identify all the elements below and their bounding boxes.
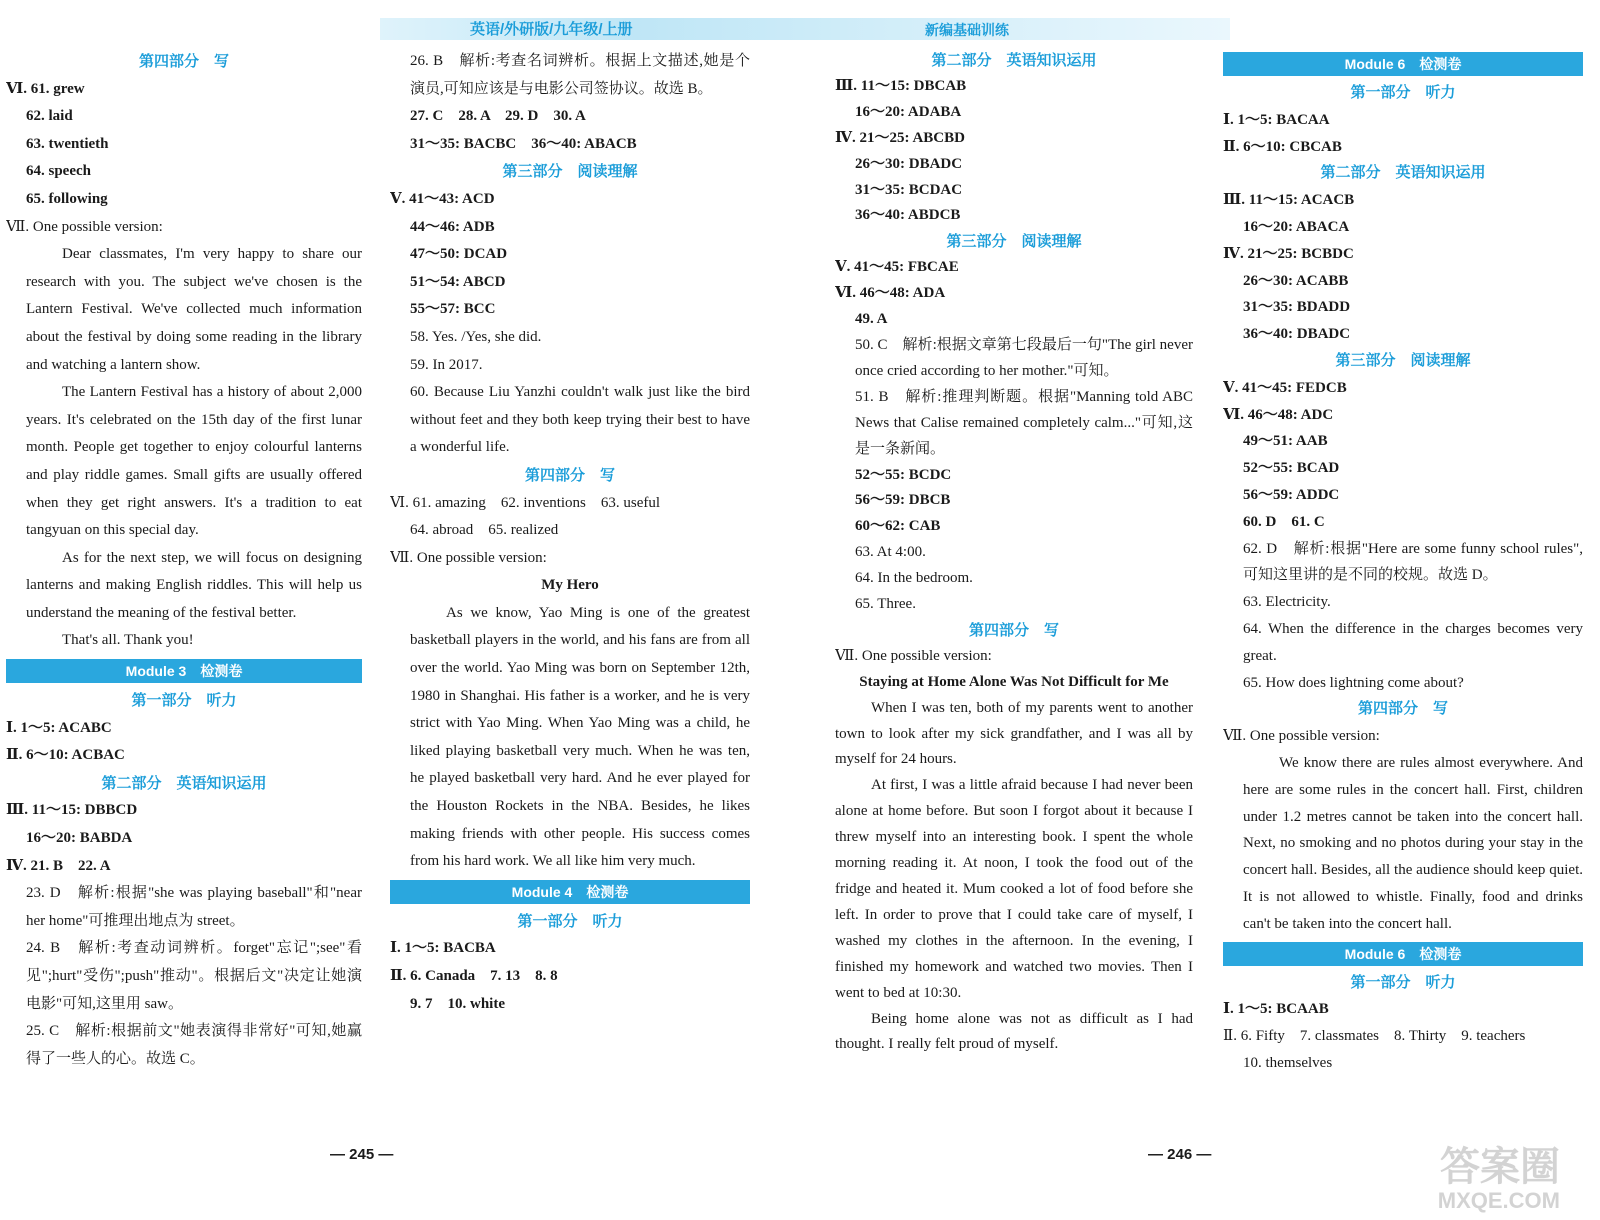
- section-heading-listen: 第一部分 听力: [1350, 973, 1456, 991]
- answer-line: 56～59: DBCB: [855, 492, 951, 509]
- section-heading-listen: 第一部分 听力: [1350, 84, 1456, 101]
- explanation: 50. C 解析:根据文章第七段最后一句"The girl never once cried according to her mother."可知。: [855, 336, 1193, 379]
- answer-line: 56～59: ADDC: [1243, 486, 1340, 503]
- answer-line: Ⅲ. 11～15: DBBCD: [6, 802, 138, 819]
- essay-paragraph: Dear classmates, I'm very happy to share our research with you. The subject we've chosen is the Lantern Festival. We've collected much information about the festival by doing some reading in the library and watching a lantern show.: [26, 246, 362, 373]
- module-band: Module 4 检测卷: [390, 880, 750, 904]
- section-heading-write: 第四部分 写: [968, 621, 1059, 639]
- section-heading-listen: 第一部分 听力: [131, 692, 237, 710]
- section-heading-write: 第四部分 写: [138, 53, 229, 70]
- answer-line: 16～20: BABDA: [26, 830, 133, 847]
- explanation: 26. B 解析:考查名词辨析。根据上文描述,她是个演员,可知应该是与电影公司签协议。故选 B。: [410, 53, 750, 97]
- section-heading-write: 第四部分 写: [1357, 700, 1448, 718]
- answer-line: 65. How does lightning come about?: [1243, 674, 1464, 691]
- answer-line: 27. C 28. A 29. D 30. A: [410, 108, 586, 125]
- answer-line: Ⅳ. 21～25: BCBDC: [1223, 245, 1354, 262]
- header-title: 英语/外研版/九年级/上册: [470, 21, 633, 38]
- answer-line: 47～50: DCAD: [410, 246, 508, 263]
- version-label: Ⅶ. One possible version:: [835, 647, 992, 664]
- answer-line: 63. Electricity.: [1243, 594, 1331, 611]
- answer-line: Ⅲ. 11～15: ACACB: [1223, 192, 1355, 209]
- explanation: 62. D 解析:根据"Here are some funny school rules",可知这里讲的是不同的校规。故选 D。: [1243, 540, 1583, 584]
- answer-line: 31～35: BDADD: [1243, 299, 1351, 316]
- answer-line: Ⅱ. 6. Canada 7. 13 8. 8: [390, 968, 558, 984]
- section-heading-language: 第二部分 英语知识运用: [1320, 164, 1486, 182]
- version-label: Ⅶ. One possible version:: [6, 218, 163, 235]
- explanation: 23. D 解析:根据"she was playing baseball"和"near her home"可推理出地点为 street。: [26, 885, 362, 929]
- essay-title: Staying at Home Alone Was Not Difficult for Me: [859, 673, 1169, 690]
- answer-line: Ⅱ. 6. Fifty 7. classmates 8. Thirty 9. teachers: [1223, 1028, 1526, 1045]
- essay-paragraph: When I was ten, both of my parents went to another town to look after my sick grandfather, and I was all by myself for 24 hours.: [835, 699, 1193, 768]
- section-heading-write: 第四部分 写: [524, 466, 615, 484]
- answer-line: 9. 7 10. white: [410, 995, 505, 1012]
- version-label: Ⅶ. One possible version:: [1223, 728, 1380, 745]
- section-heading-read: 第三部分 阅读理解: [946, 233, 1082, 251]
- answer-line: Ⅵ. 61. amazing 62. inventions 63. useful: [390, 494, 661, 511]
- version-label: Ⅶ. One possible version:: [390, 549, 547, 566]
- page-number-right: — 246 —: [1148, 1146, 1212, 1163]
- essay-paragraph: At first, I was a little afraid because I had never been alone at home before. But soon I forgot about it because I threw myself into an interesting book. I spent the whole morning reading it. At noon, I took the food out of the fridge and heated it. Mum cooked a lot of food before she left. In order to prove that I could take care of myself, I washed my clothes in the afternoon. In the evening, I finished my homework and watched two movies. Then I went to bed at 10:30.: [835, 777, 1193, 1001]
- column-4: [1223, 48, 1583, 1077]
- watermark-url: MXQE.COM: [1437, 1188, 1560, 1213]
- essay-paragraph: The Lantern Festival has a history of about 2,000 years. It's celebrated on the 15th day of the first lunar month. People get together to enjoy colourful lanterns and play riddle games. Small gifts are usually offered when they get right answers. It's a tradition to eat tangyuan on this special day.: [26, 384, 362, 539]
- answer-line: 62. laid: [26, 108, 73, 125]
- answer-line: 63. At 4:00.: [855, 544, 926, 561]
- essay-paragraph: Being home alone was not as difficult as I had thought. I really felt proud of myself.: [835, 1010, 1193, 1053]
- module-band: Module 6 检测卷: [1223, 942, 1583, 966]
- header-brand: 新编基础训练: [925, 22, 1009, 38]
- section-heading-read: 第三部分 阅读理解: [1335, 351, 1471, 369]
- essay-paragraph: As for the next step, we will focus on designing lanterns and making English riddles. This will help us understand the meaning of the festival better.: [26, 549, 362, 621]
- answer-line: 36～40: ABDCB: [855, 207, 961, 224]
- answer-line: Ⅳ. 21～25: ABCBD: [835, 129, 965, 146]
- answer-line: Ⅰ. 1～5: ACABC: [6, 719, 112, 736]
- section-heading-read: 第三部分 阅读理解: [502, 163, 638, 181]
- answer-line: 65. following: [26, 190, 108, 207]
- answer-line: 63. twentieth: [26, 135, 109, 152]
- answer-line: 51～54: ABCD: [410, 273, 506, 290]
- answer-paragraph: 60. Because Liu Yanzhi couldn't walk just like the bird without feet and they both keep trying their best to have a wonderful life.: [410, 384, 750, 456]
- answer-line: 58. Yes. /Yes, she did.: [410, 328, 542, 345]
- module-band: Module 3 检测卷: [6, 659, 362, 683]
- column-1: [6, 48, 362, 1073]
- answer-line: 52～55: BCDC: [855, 466, 952, 483]
- answer-line: 55～57: BCC: [410, 301, 496, 318]
- answer-line: 26～30: ACABB: [1243, 272, 1349, 289]
- answer-line: 64. In the bedroom.: [855, 570, 973, 587]
- answer-line: 31～35: BCDAC: [855, 181, 963, 198]
- page-number-left: — 245 —: [330, 1146, 394, 1163]
- answer-line: Ⅱ. 6～10: CBCAB: [1223, 138, 1342, 155]
- essay-title: My Hero: [541, 577, 599, 594]
- answer-line: Ⅴ. 41～45: FEDCB: [1223, 379, 1347, 396]
- explanation: 24. B 解析:考查动词辨析。forget"忘记";see"看见";hurt"受伤";push"推动"。根据后文"决定让她演电影"可知,这里用 saw。: [26, 940, 362, 1012]
- answer-line: 10. themselves: [1243, 1054, 1333, 1071]
- answer-line: Ⅲ. 11～15: DBCAB: [835, 77, 967, 94]
- essay-paragraph: We know there are rules almost everywhere. And here are some rules in the concert hall. First, children under 1.2 metres cannot be taken into the concert hall. Next, no smoking and no photos during your stay in the concert hall. Besides, all the audience should keep quiet. It is not allowed to whistle. Finally, food and drinks can't be taken into the concert hall.: [1243, 754, 1583, 932]
- answer-line: 36～40: DBADC: [1243, 326, 1351, 343]
- column-2: [390, 48, 750, 1018]
- answer-line: Ⅴ. 41～43: ACD: [390, 190, 495, 207]
- answer-line: 60. D 61. C: [1243, 513, 1325, 530]
- answer-line: Ⅵ. 61. grew: [6, 80, 85, 97]
- answer-line: 64. speech: [26, 163, 91, 180]
- answer-line: 16～20: ADABA: [855, 103, 962, 120]
- answer-line: 31～35: BACBC 36～40: ABACB: [410, 135, 637, 152]
- answer-line: 44～46: ADB: [410, 218, 495, 235]
- section-heading-listen: 第一部分 听力: [517, 912, 623, 930]
- answer-line: 16～20: ABACA: [1243, 218, 1350, 235]
- answer-line: Ⅰ. 1～5: BACBA: [390, 940, 496, 957]
- answer-line: 52～55: BCAD: [1243, 460, 1340, 477]
- answer-line: Ⅳ. 21. B 22. A: [6, 857, 111, 874]
- essay-paragraph: That's all. Thank you!: [62, 632, 194, 649]
- section-heading-language: 第二部分 英语知识运用: [931, 52, 1097, 69]
- answer-paragraph: 64. When the difference in the charges becomes very great.: [1243, 620, 1583, 664]
- answer-line: Ⅴ. 41～45: FBCAE: [835, 259, 959, 276]
- answer-line: Ⅰ. 1～5: BACAA: [1223, 111, 1330, 128]
- answer-line: 49～51: AAB: [1243, 433, 1328, 450]
- answer-line: Ⅱ. 6～10: ACBAC: [6, 747, 125, 764]
- answer-line: 64. abroad 65. realized: [410, 522, 559, 539]
- answer-line: Ⅰ. 1～5: BCAAB: [1223, 1001, 1329, 1018]
- explanation: 51. B 解析:推理判断题。根据"Manning told ABC News that Calise remained completely calm..."可知,这是一条新闻。: [855, 388, 1193, 457]
- answer-line: Ⅵ. 46～48: ADC: [1223, 406, 1334, 423]
- answer-line: 60～62: CAB: [855, 518, 941, 535]
- answer-line: 65. Three.: [855, 596, 916, 613]
- explanation: 25. C 解析:根据前文"她表演得非常好"可知,她赢得了一些人的心。故选 C。: [26, 1023, 362, 1067]
- answer-line: 26～30: DBADC: [855, 155, 963, 172]
- watermark-logo: 答案圈: [1440, 1145, 1560, 1189]
- answer-line: 59. In 2017.: [410, 356, 483, 373]
- answer-line: Ⅵ. 46～48: ADA: [835, 285, 946, 302]
- module-band: Module 6 检测卷: [1223, 52, 1583, 76]
- answer-line: 49. A: [855, 311, 888, 328]
- essay-paragraph: As we know, Yao Ming is one of the greatest basketball players in the world, and his fans are from all over the world. Yao Ming was born on September 12th, 1980 in Shanghai. His father is a worker, and he is very strict with Yao Ming. When Yao Ming was a child, he liked playing basketball very much. When he was ten, he played basketball very hard. And he ever played for the Houston Rockets in the NBA. Besides, he likes making friends with other people. His success comes from his hard work. We all like him very much.: [410, 604, 750, 870]
- section-heading-language: 第二部分 英语知识运用: [101, 774, 267, 792]
- column-3: [835, 48, 1193, 1058]
